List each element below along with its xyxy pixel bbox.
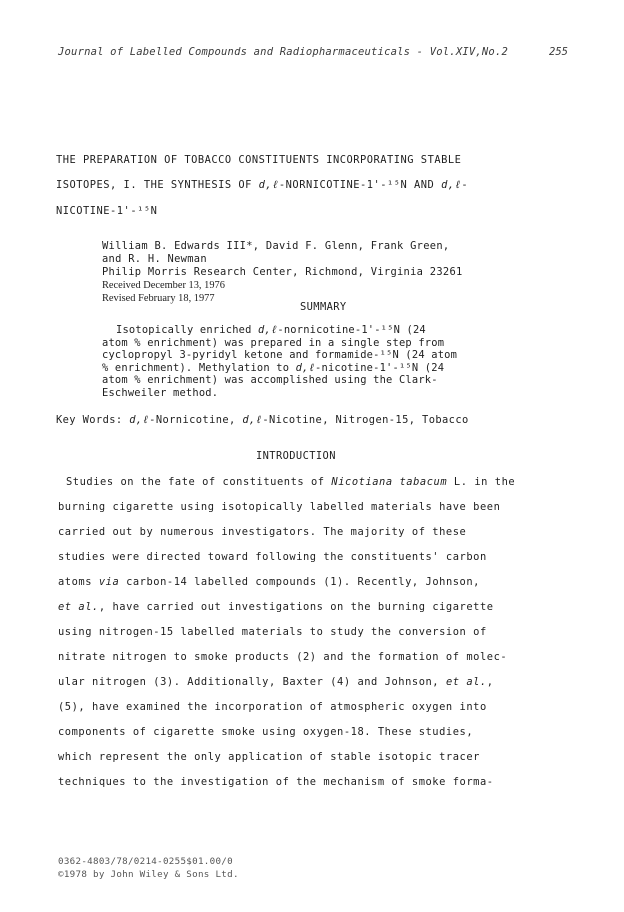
body-line: studies were directed toward following the constituents' carbon bbox=[58, 551, 487, 563]
introduction-heading: INTRODUCTION bbox=[256, 450, 336, 462]
affiliation: Philip Morris Research Center, Richmond, Virginia 23261 bbox=[102, 266, 463, 278]
abstract-line: cyclopropyl 3-pyridyl ketone and formamide-¹⁵N (24 atom bbox=[102, 349, 458, 362]
revised-date: Revised February 18, 1977 bbox=[102, 293, 215, 304]
body-line: burning cigarette using isotopically labelled materials have been bbox=[58, 501, 501, 513]
summary-heading: SUMMARY bbox=[300, 301, 347, 313]
body-line: atoms via carbon-14 labelled compounds (1). Recently, Johnson, bbox=[58, 576, 480, 588]
abstract-line: % enrichment). Methylation to d,ℓ-nicotine-1'-¹⁵N (24 bbox=[102, 361, 445, 374]
author-line-2: and R. H. Newman bbox=[102, 253, 207, 265]
title-line-2: ISOTOPES, I. THE SYNTHESIS OF d,ℓ-NORNICOTINE-1'-¹⁵N AND d,ℓ- bbox=[56, 179, 469, 191]
author-line-1: William B. Edwards III*, David F. Glenn, Frank Green, bbox=[102, 240, 450, 252]
page-number: 255 bbox=[549, 46, 568, 58]
body-line: carried out by numerous investigators. The majority of these bbox=[58, 526, 467, 538]
received-date: Received December 13, 1976 bbox=[102, 280, 225, 291]
abstract bbox=[102, 324, 457, 400]
abstract-line: atom % enrichment) was accomplished using the Clark- bbox=[102, 374, 438, 387]
body-line: using nitrogen-15 labelled materials to study the conversion of bbox=[58, 626, 487, 638]
copyright-notice: ©1978 by John Wiley & Sons Ltd. bbox=[58, 869, 239, 880]
abstract-line: atom % enrichment) was prepared in a single step from bbox=[102, 336, 445, 349]
key-words: Key Words: d,ℓ-Nornicotine, d,ℓ-Nicotine, Nitrogen-15, Tobacco bbox=[56, 414, 469, 426]
article-code: 0362-4803/78/0214-0255$01.00/0 bbox=[58, 856, 233, 867]
title-line-3: NICOTINE-1'-¹⁵N bbox=[56, 205, 158, 217]
abstract-line: Eschweiler method. bbox=[102, 386, 219, 399]
author-block bbox=[102, 240, 463, 305]
abstract-line: Isotopically enriched d,ℓ-nornicotine-1'-¹⁵N (24 bbox=[116, 324, 426, 336]
running-header: Journal of Labelled Compounds and Radiopharmaceuticals - Vol.XIV,No.2 bbox=[58, 46, 508, 58]
title-line-1: THE PREPARATION OF TOBACCO CONSTITUENTS INCORPORATING STABLE bbox=[56, 154, 462, 166]
body-line: nitrate nitrogen to smoke products (2) and the formation of molec- bbox=[58, 651, 508, 663]
body-line: techniques to the investigation of the mechanism of smoke forma- bbox=[58, 776, 494, 788]
body-line: which represent the only application of stable isotopic tracer bbox=[58, 751, 480, 763]
body-line: ular nitrogen (3). Additionally, Baxter (4) and Johnson, et al., bbox=[58, 676, 494, 688]
body-line: (5), have examined the incorporation of atmospheric oxygen into bbox=[58, 701, 487, 713]
body-line: components of cigarette smoke using oxygen-18. These studies, bbox=[58, 726, 474, 738]
body-line: et al., have carried out investigations on the burning cigarette bbox=[58, 601, 494, 613]
body-line: Studies on the fate of constituents of Nicotiana tabacum L. in the bbox=[66, 476, 516, 488]
